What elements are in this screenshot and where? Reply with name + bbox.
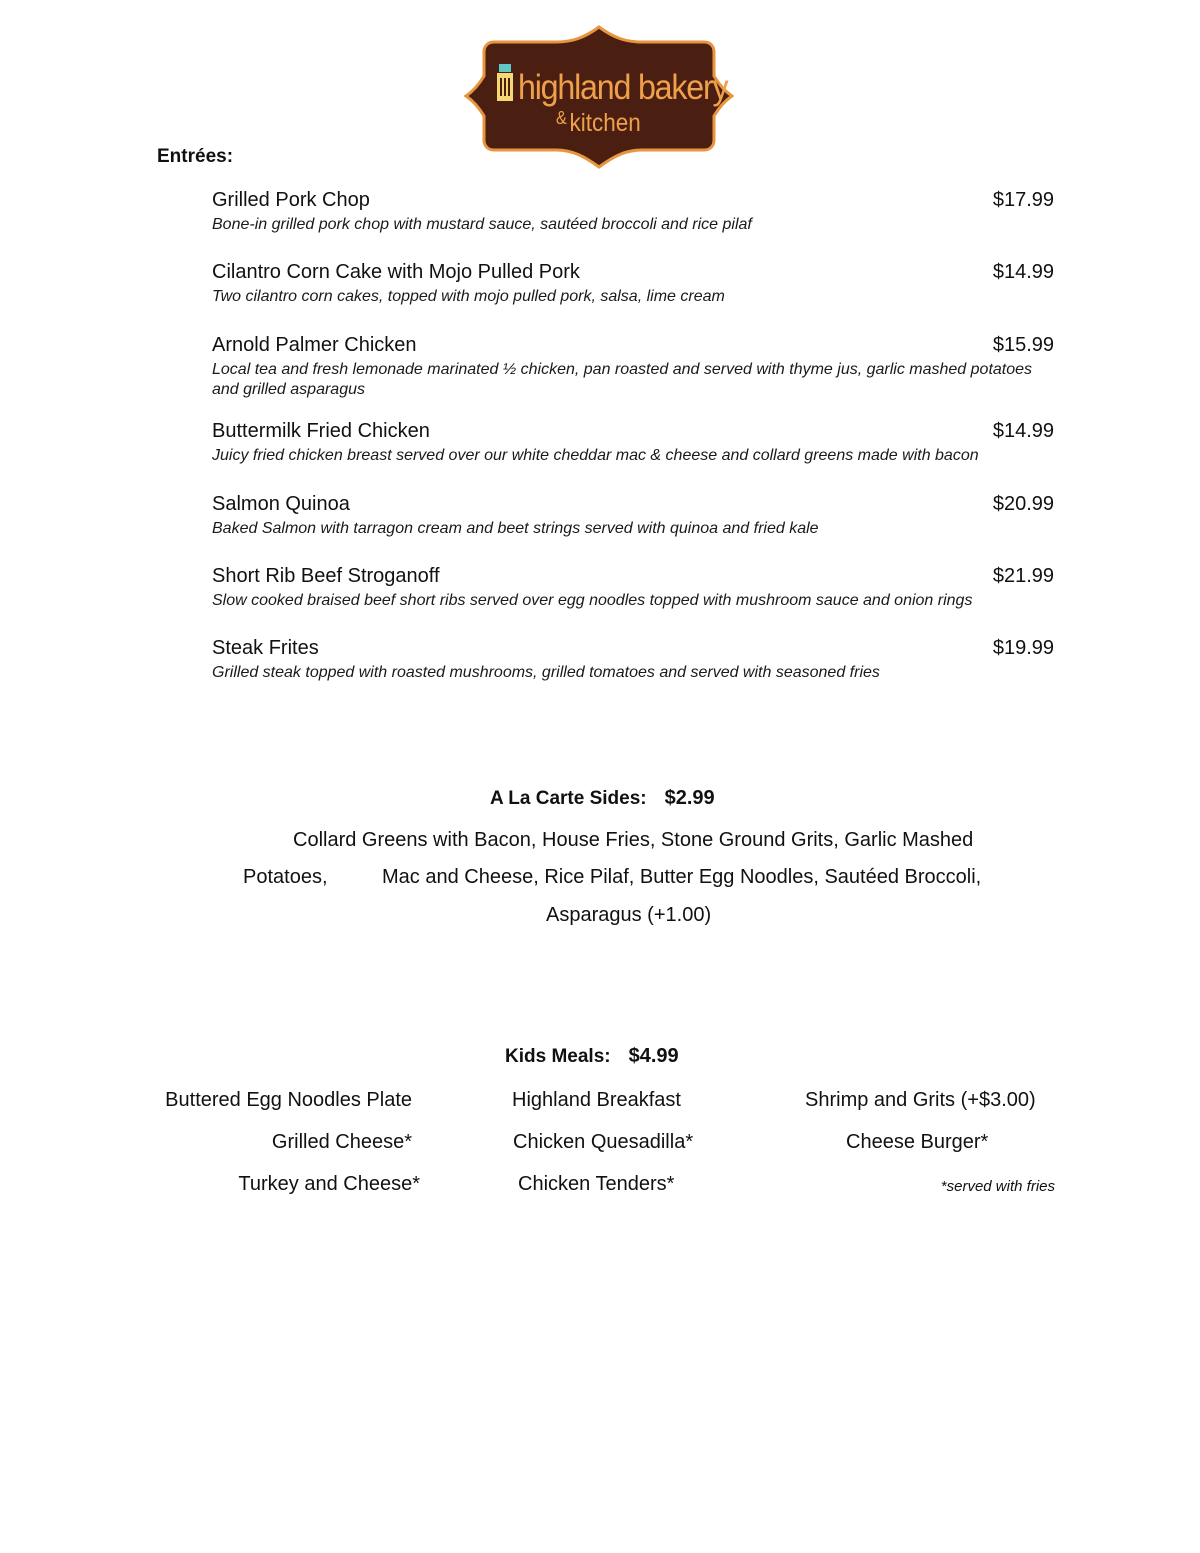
entree-name: Grilled Pork Chop xyxy=(212,189,370,211)
sides-line-2a: Potatoes, xyxy=(243,866,328,888)
entree-desc: Local tea and fresh lemonade marinated ½ chicken, pan roasted and served with thyme jus, garlic mashed potatoes and grilled asparagus xyxy=(212,361,1033,398)
entree-name: Arnold Palmer Chicken xyxy=(212,334,417,356)
entree-price: $14.99 xyxy=(992,420,1054,442)
logo-wordmark xyxy=(464,24,734,170)
entree-price: $19.99 xyxy=(992,637,1054,659)
entree-price: $14.99 xyxy=(992,261,1054,283)
sides-title: A La Carte Sides: xyxy=(490,788,647,809)
sides-line-1: Collard Greens with Bacon, House Fries, Stone Ground Grits, Garlic Mashed xyxy=(293,829,974,851)
kids-footnote: *served with fries xyxy=(940,1178,1055,1195)
entrees-title: Entrées: xyxy=(157,146,234,167)
sides-heading xyxy=(490,787,715,810)
entree-name: Cilantro Corn Cake with Mojo Pulled Pork xyxy=(212,261,580,283)
brand-logo xyxy=(464,24,734,170)
sides-price: $2.99 xyxy=(664,787,715,809)
kids-item: Highland Breakfast xyxy=(512,1089,681,1111)
entree-name: Short Rib Beef Stroganoff xyxy=(212,565,440,587)
brand-ampersand: & xyxy=(556,108,567,128)
kids-item: Chicken Tenders* xyxy=(518,1173,675,1195)
kids-item: Chicken Quesadilla* xyxy=(513,1131,694,1153)
kids-item: Grilled Cheese* xyxy=(271,1131,412,1153)
kids-item: Buttered Egg Noodles Plate xyxy=(165,1089,412,1111)
brand-sub xyxy=(556,108,641,138)
entree-desc: Grilled steak topped with roasted mushrooms, grilled tomatoes and served with seasoned fries xyxy=(212,664,880,681)
entree-name: Steak Frites xyxy=(212,637,319,659)
entree-desc: Baked Salmon with tarragon cream and beet strings served with quinoa and fried kale xyxy=(212,520,819,537)
sides-line-3: Asparagus (+1.00) xyxy=(546,904,712,926)
kids-title: Kids Meals: xyxy=(505,1046,611,1067)
kids-heading xyxy=(505,1045,679,1068)
brand-name: highland bakery xyxy=(518,68,728,107)
entree-desc: Bone-in grilled pork chop with mustard sauce, sautéed broccoli and rice pilaf xyxy=(212,216,752,233)
kids-price: $4.99 xyxy=(628,1045,679,1067)
entree-price: $21.99 xyxy=(992,565,1054,587)
entree-name: Buttermilk Fried Chicken xyxy=(212,420,430,442)
entree-price: $20.99 xyxy=(992,493,1054,515)
entree-desc: Slow cooked braised beef short ribs served over egg noodles topped with mushroom sauce and onion rings xyxy=(212,592,973,609)
brand-sub-text: kitchen xyxy=(569,109,641,137)
entree-price: $15.99 xyxy=(992,334,1054,356)
sides-line-2b: Mac and Cheese, Rice Pilaf, Butter Egg Noodles, Sautéed Broccoli, xyxy=(382,866,982,888)
entree-desc: Two cilantro corn cakes, topped with mojo pulled pork, salsa, lime cream xyxy=(212,288,725,305)
kids-item: Turkey and Cheese* xyxy=(238,1173,420,1195)
kids-item: Shrimp and Grits (+$3.00) xyxy=(805,1089,1036,1111)
kids-item: Cheese Burger* xyxy=(846,1131,989,1153)
entree-name: Salmon Quinoa xyxy=(212,493,350,515)
entree-price: $17.99 xyxy=(992,189,1054,211)
entree-desc: Juicy fried chicken breast served over our white cheddar mac & cheese and collard greens made with bacon xyxy=(212,447,979,464)
